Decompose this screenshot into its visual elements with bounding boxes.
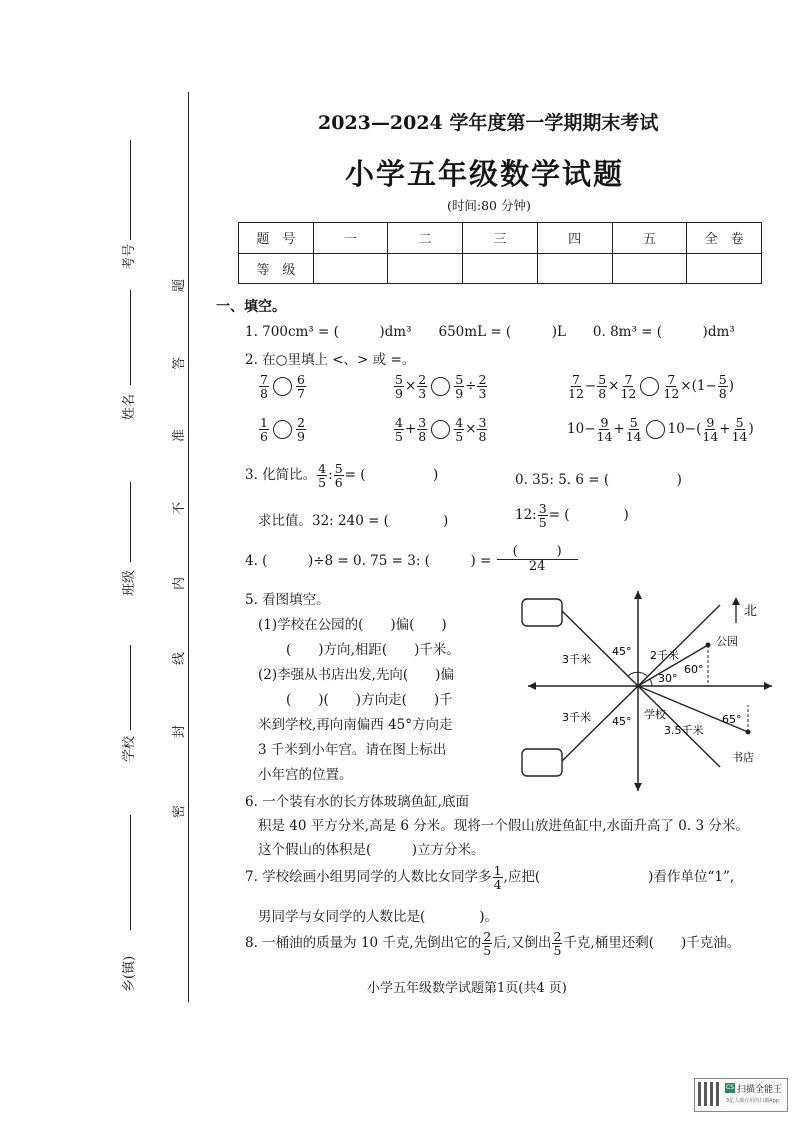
badge-subtext: 3亿人都在用的扫描App (726, 1098, 779, 1104)
map-south-arrow (634, 783, 642, 791)
label-xingming: 姓名 (122, 393, 137, 420)
compare-2: $\frac{5}{9}$ × $\frac{2}{3}$ $\frac{5}{9}$ ÷ $\frac{2}{3}$ (395, 372, 487, 402)
q8-text-a: 8. 一桶油的质量为 10 千克,先倒出它的 (245, 935, 482, 952)
grade-label: 等 级 (239, 253, 314, 284)
map-school: 学校 (644, 708, 666, 721)
grade-cell[interactable] (537, 253, 612, 284)
exam-line: 2023—2024 学年度第一学期期末考试 (318, 112, 659, 134)
compare-circle[interactable] (431, 420, 450, 439)
score-header-3: 三 (463, 223, 538, 254)
map-a65: 65° (722, 713, 742, 726)
map-bookstore: 书店 (732, 751, 754, 764)
map-north-label: 北 (744, 604, 758, 619)
map-3km-top: 3千米 (562, 653, 591, 666)
q7-text-a: 7. 学校绘画小组男同学的人数比女同学多 (245, 869, 492, 886)
question-8: 8. 一桶油的质量为 10 千克,先倒出它的 $\frac{2}{5}$ 后,又倒出 $\frac{2}{5}$ 千克,桶里还剩( )千克油。 (245, 929, 741, 959)
xingming-line (130, 290, 131, 385)
map-park-point (706, 643, 711, 648)
map-a45-bottom: 45° (612, 715, 632, 728)
scanner-badge (694, 1078, 788, 1112)
map-blank-box-bottom[interactable] (522, 749, 562, 776)
question-5-l5: 米到学校,再向南偏西 45°方向走 (258, 717, 453, 733)
map-west-arrow (528, 682, 536, 690)
grade-cell[interactable] (463, 253, 538, 284)
compare-circle[interactable] (273, 420, 292, 439)
seal-feng: 封 (172, 724, 187, 738)
binding-line (188, 92, 189, 1002)
map-2km: 2千米 (650, 649, 679, 662)
question-3d: 12: $\frac{3}{5}$ = ( ) (515, 501, 629, 531)
map-north-arrow (634, 591, 642, 599)
map-a45-top: 45° (612, 645, 632, 658)
question-7: 7. 学校绘画小组男同学的人数比女同学多 $\frac{1}{4}$ ,应把( )看作单位“1”, (245, 863, 735, 893)
question-6-l3: 这个假山的体积是( )立方分米。 (258, 842, 485, 858)
grade-cell[interactable] (313, 253, 388, 284)
question-5-l4: ( )( )方向走( )千 (286, 692, 453, 708)
grade-cell[interactable] (612, 253, 687, 284)
question-5-head: 5. 看图填空。 (245, 592, 330, 608)
q7-text-b: ,应把( )看作单位“1”, (503, 869, 735, 886)
compare-circle[interactable] (646, 420, 665, 439)
compare-4: $\frac{1}{6}$ $\frac{2}{9}$ (260, 415, 305, 445)
question-5-l3: (2)李强从书店出发,先向( )偏 (258, 667, 454, 683)
q4-denominator: 24 (528, 558, 546, 574)
question-2: 2. 在○里填上 <、> 或 =。 (245, 352, 416, 368)
map-3km-bottom: 3千米 (562, 711, 591, 724)
question-5-l6: 3 千米到小年宫。请在图上标出 (258, 742, 447, 758)
compare-3: $\frac{7}{12}$ − $\frac{5}{8}$ × $\frac{7}{12}$ $\frac{7}{12}$ ×(1− $\frac{5}{8}$ ) (568, 372, 735, 402)
score-header-0: 题 号 (239, 223, 314, 254)
grade-cell[interactable] (687, 253, 762, 284)
map-north-indicator-arrow (732, 597, 740, 605)
xuexiao-line (130, 645, 131, 730)
seal-ti: 题 (172, 278, 187, 292)
direction-map (510, 585, 780, 800)
q3a-answer: = ( ) (344, 467, 439, 484)
map-a60: 60° (684, 663, 704, 676)
question-3c: 求比值。32: 240 = ( ) (258, 513, 449, 529)
compare-5: $\frac{4}{5}$ + $\frac{3}{8}$ $\frac{4}{5}$ × $\frac{3}{8}$ (395, 415, 487, 445)
map-park: 公园 (716, 635, 738, 648)
time-note: (时间:80 分钟) (447, 198, 531, 213)
question-4: 4. ( )÷8 = 0. 75 = 3: ( ) = $\frac{( )}{24}$ (245, 545, 579, 573)
map-bookstore-point (746, 730, 751, 735)
seal-xian: 线 (172, 651, 187, 665)
q3a-label: 3. 化简比。 (245, 467, 317, 484)
q8-text-c: 千克,桶里还剩( )千克油。 (563, 935, 741, 952)
section-title: 一、填空。 (216, 299, 286, 315)
question-1: 1. 700cm³ = ( )dm³ 650mL = ( )L 0. 8m³ = ( )dm³ (245, 324, 735, 340)
map-35km: 3.5千米 (664, 724, 704, 737)
question-7-l2: 男同学与女同学的人数比是( )。 (258, 909, 499, 925)
page-footer: 小学五年级数学试题第1页(共4 页) (367, 981, 567, 996)
map-east-arrow (764, 682, 772, 690)
page-title: 小学五年级数学试题 (345, 157, 625, 191)
question-5-l2: ( )方向,相距( )千米。 (286, 642, 460, 658)
q3d-label: 12: (515, 507, 537, 524)
question-5-l1: (1)学校在公园的( )偏( ) (258, 617, 447, 633)
seal-mi: 密 (172, 804, 187, 818)
q4-text: 4. ( )÷8 = 0. 75 = 3: ( ) = (245, 553, 492, 570)
qr-code-icon (698, 1082, 722, 1106)
label-xuexiao: 学校 (122, 735, 137, 762)
question-6-l1: 6. 一个装有水的长方体玻璃鱼缸,底面 (245, 794, 469, 810)
map-blank-box-top[interactable] (522, 599, 562, 626)
seal-da: 答 (172, 356, 187, 370)
compare-circle[interactable] (273, 377, 292, 396)
compare-6: 10− $\frac{9}{14}$ + $\frac{5}{14}$ 10−( $\frac{9}{14}$ + $\frac{5}{14}$ ) (567, 415, 754, 445)
map-a30: 30° (658, 672, 678, 685)
score-header-5: 五 (612, 223, 687, 254)
grade-cell[interactable] (388, 253, 463, 284)
score-header-6: 全 卷 (687, 223, 762, 254)
score-header-2: 二 (388, 223, 463, 254)
kaohao-line (130, 140, 131, 240)
compare-1: $\frac{7}{8}$ $\frac{6}{7}$ (260, 372, 305, 402)
q3d-answer: = ( ) (548, 507, 629, 524)
seal-zhun: 准 (172, 428, 187, 442)
label-banji: 班级 (122, 569, 137, 596)
question-3a: 3. 化简比。 $\frac{4}{5}$ : $\frac{5}{6}$ = ( ) (245, 461, 439, 491)
q8-text-b: 后,又倒出 (493, 935, 552, 952)
map-angle-arc-30 (650, 679, 652, 686)
xiangzhen-line (130, 815, 131, 930)
score-header-4: 四 (537, 223, 612, 254)
question-3b: 0. 35: 5. 6 = ( ) (515, 472, 682, 488)
score-table (238, 222, 762, 284)
score-header-1: 一 (313, 223, 388, 254)
compare-circle[interactable] (431, 377, 450, 396)
label-kaohao: 考号 (122, 243, 137, 270)
badge-text: 扫描全能王 (737, 1085, 783, 1095)
cs-logo-icon: CS (726, 1084, 734, 1091)
compare-circle[interactable] (640, 377, 659, 396)
seal-bu: 不 (172, 501, 187, 515)
question-5-l7: 小年宫的位置。 (258, 767, 353, 783)
banji-line (130, 482, 131, 562)
label-xiangzhen: 乡(镇) (122, 955, 137, 992)
seal-nei: 内 (172, 576, 187, 590)
question-6-l2: 积是 40 平方分米,高是 6 分米。现将一个假山放进鱼缸中,水面升高了 0. 3 分米。 (258, 818, 749, 834)
